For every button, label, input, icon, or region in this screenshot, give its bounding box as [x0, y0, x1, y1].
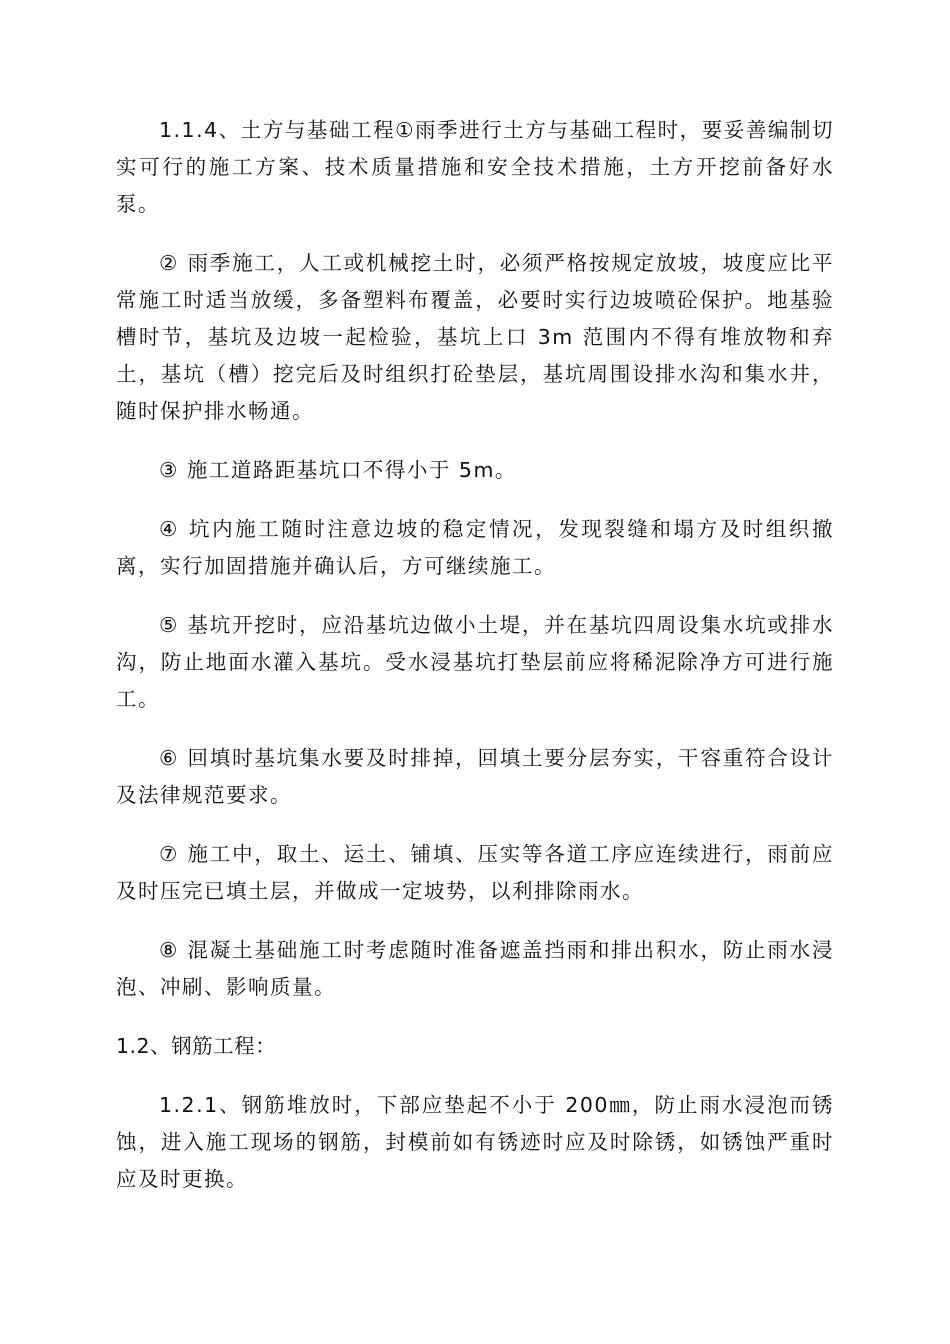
paragraph-item-6: ⑥ 回填时基坑集水要及时排掉，回填土要分层夯实，干容重符合设计及法律规范要求。 [116, 746, 834, 807]
paragraph-1-1-4: 1.1.4、土方与基础工程①雨季进行土方与基础工程时，要妥善编制切实可行的施工方案、技术质量措施和安全技术措施，土方开挖前备好水泵。 [116, 118, 834, 216]
section-heading: 1.2、钢筋工程： [116, 1034, 277, 1058]
paragraph-item-4: ④ 坑内施工随时注意边坡的稳定情况，发现裂缝和塌方及时组织撤离，实行加固措施并确认后，方可继续施工。 [116, 517, 834, 578]
paragraph-item-5: ⑤ 基坑开挖时，应沿基坑边做小土堤，并在基坑四周设集水坑或排水沟，防止地面水灌入基坑。受水浸基坑打垫层前应将稀泥除净方可进行施工。 [116, 613, 834, 711]
paragraph-item-2: ② 雨季施工，人工或机械挖土时，必须严格按规定放坡，坡度应比平常施工时适当放缓，多备塑料布覆盖，必要时实行边坡喷砼保护。地基验槽时节，基坑及边坡一起检验，基坑上口 3m 范围内不得有堆放物和弃土，基坑（槽）挖完后及时组织打砼垫层，基坑周围设排水沟和集水井，随时保护排水畅通。 [116, 251, 834, 423]
paragraph-item-7: ⑦ 施工中，取土、运土、铺填、压实等各道工序应连续进行，雨前应及时压完已填土层，并做成一定坡势，以利排除雨水。 [116, 842, 834, 903]
paragraph-1-2-1: 1.2.1、钢筋堆放时，下部应垫起不小于 200㎜，防止雨水浸泡而锈蚀，进入施工现场的钢筋，封模前如有锈迹时应及时除锈，如锈蚀严重时应及时更换。 [116, 1093, 834, 1191]
document-body [116, 112, 834, 1220]
paragraph-item-3: ③ 施工道路距基坑口不得小于 5m。 [159, 458, 517, 482]
paragraph-item-8: ⑧ 混凝土基础施工时考虑随时准备遮盖挡雨和排出积水，防止雨水浸泡、冲刷、影响质量。 [116, 938, 834, 999]
